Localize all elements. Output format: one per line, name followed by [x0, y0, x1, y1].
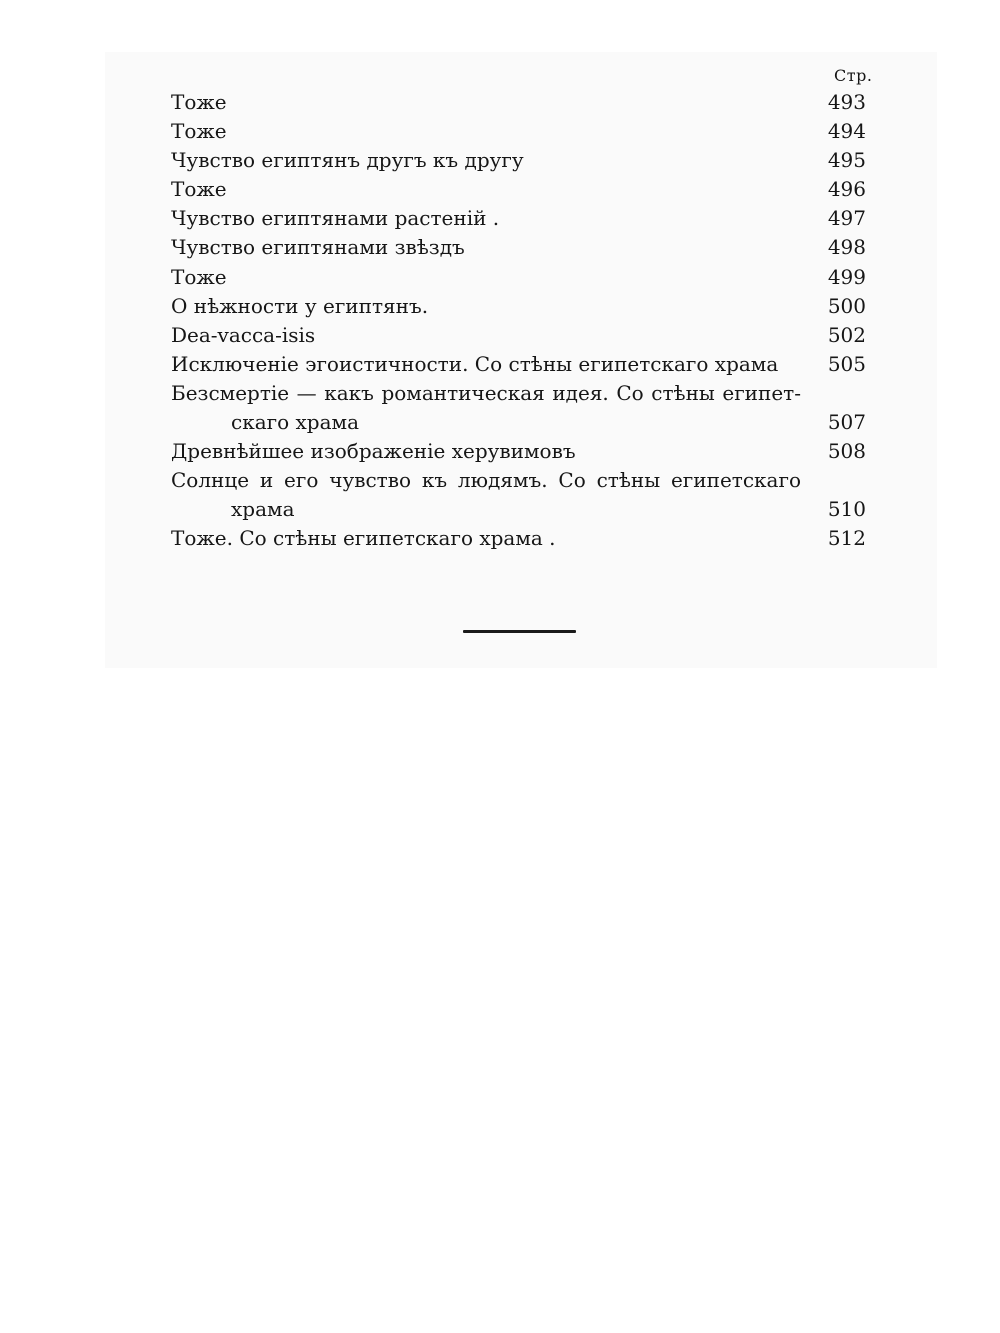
- toc-entry-page: 493: [827, 90, 866, 114]
- toc-entry-title: Dea-vacca-isis: [171, 322, 316, 347]
- toc-entry-page: 507: [827, 410, 866, 435]
- toc-entry-page: 496: [827, 177, 866, 202]
- toc-entry: [171, 321, 871, 350]
- toc-entry: [171, 175, 871, 204]
- toc-entry: [171, 437, 871, 466]
- closing-rule: [463, 630, 576, 633]
- toc-entry-page: 499: [827, 264, 866, 289]
- toc-entry-title: Чувство египтянами растенiй .: [171, 206, 500, 231]
- toc-entry-title: Тоже: [171, 177, 227, 202]
- toc-entry-page: 505: [827, 351, 866, 376]
- toc-entry-title: Тоже: [171, 264, 227, 289]
- page-column-header: Стр.: [834, 66, 873, 85]
- toc-entry-page: 497: [827, 206, 866, 231]
- toc-entry-page: 508: [827, 439, 866, 464]
- toc-entry: [171, 495, 871, 524]
- toc-entry: [171, 117, 871, 146]
- toc-entry-title: Тоже: [171, 90, 227, 114]
- toc-entry-title: Исключенiе эгоистичности. Со стѣны египетскаго храма: [171, 351, 779, 376]
- toc-entry-title: Солнце и его чувство къ людямъ. Со стѣны египетскаго: [171, 468, 801, 493]
- toc-entry: [171, 88, 871, 117]
- toc-entry-page: 495: [827, 148, 866, 173]
- toc-entry-continued: [171, 379, 871, 408]
- toc-entry: [171, 524, 871, 553]
- toc-entry: [171, 292, 871, 321]
- toc-entry: [171, 350, 871, 379]
- toc-entry: [171, 204, 871, 233]
- toc-entry-page: 500: [827, 293, 866, 318]
- toc-entry: [171, 233, 871, 262]
- toc-entry-title: Безсмертiе — какъ романтическая идея. Со стѣны египет-: [171, 380, 801, 405]
- toc-entry-title: Древнѣйшее изображенiе херувимовъ: [171, 439, 576, 464]
- toc-entry-page: 498: [827, 235, 866, 260]
- toc-entry-continued: [171, 466, 871, 495]
- toc-entry-title-continuation: скаго храма: [231, 410, 359, 435]
- toc-entry: [171, 263, 871, 292]
- toc-entry-title-continuation: храма: [231, 497, 295, 522]
- toc-entry-title: Тоже. Со стѣны египетскаго храма .: [171, 526, 556, 551]
- toc-entry-page: 512: [827, 526, 866, 551]
- toc-entry: [171, 146, 871, 175]
- toc-entry-page: 494: [827, 119, 866, 144]
- toc-entry: [171, 408, 871, 437]
- toc-entry-title: Тоже: [171, 119, 227, 144]
- toc-entry-title: Чувство египтянами звѣздъ: [171, 235, 465, 260]
- table-of-contents: [171, 88, 871, 554]
- toc-entry-page: 502: [827, 322, 866, 347]
- toc-entry-title: Чувство египтянъ другъ къ другу: [171, 148, 524, 173]
- toc-entry-page: 510: [827, 497, 866, 522]
- toc-entry-title: О нѣжности у египтянъ.: [171, 293, 429, 318]
